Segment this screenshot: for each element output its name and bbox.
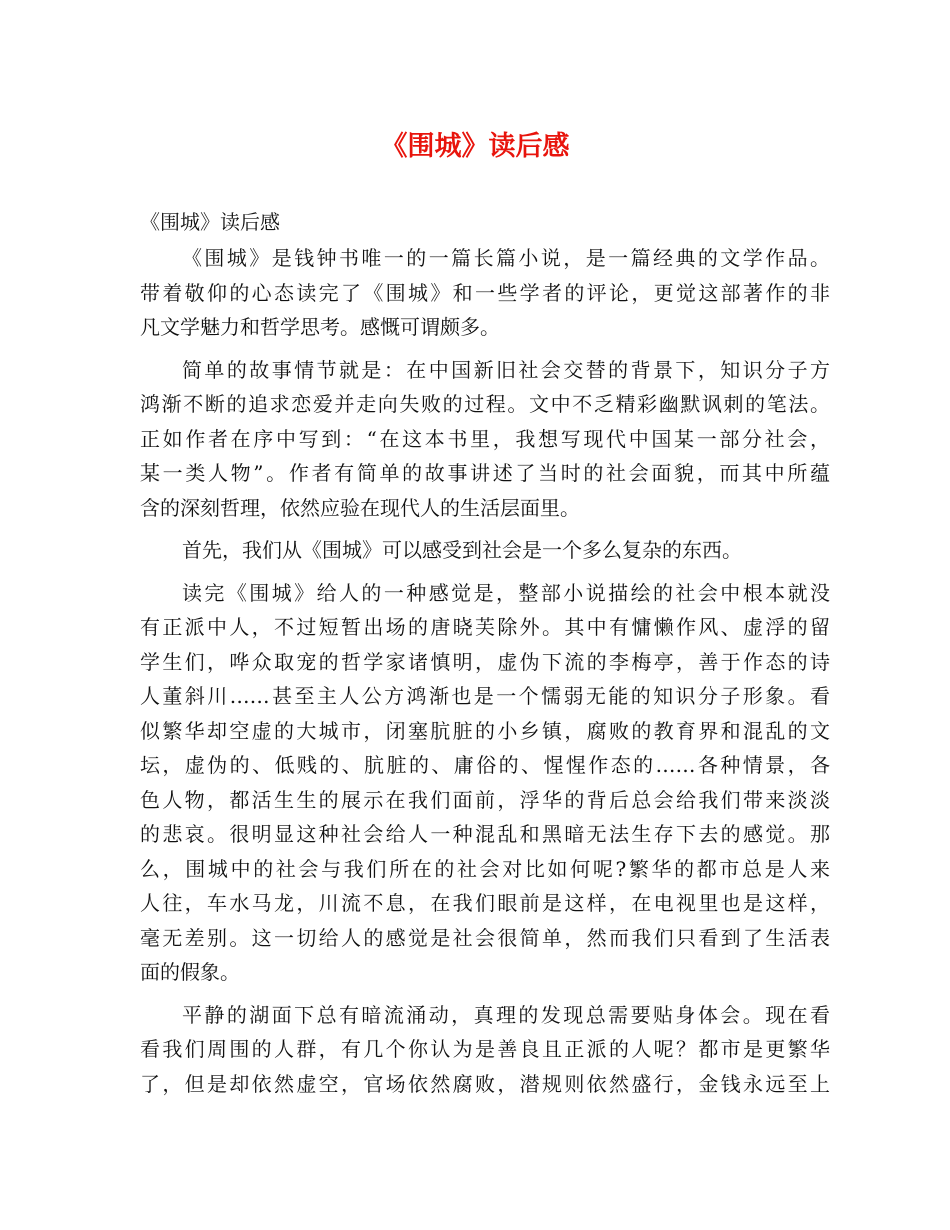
text-line: 首先，我们从《围城》可以感受到社会是一个多么复杂的东西。 <box>182 538 742 562</box>
text-line: 正如作者在序中写到：“在这本书里，我想写现代中国某一部分社会， <box>140 426 830 451</box>
text-line: 坛，虚伪的、低贱的、肮脏的、庸俗的、惺惺作态的……各种情景，各 <box>140 753 830 777</box>
document-body <box>140 241 830 1109</box>
paragraph <box>140 533 830 568</box>
paragraph <box>140 353 830 526</box>
text-line: 含的深刻哲理，依然应验在现代人的生活层面里。 <box>140 495 580 520</box>
text-line: 《围城》是钱钟书唯一的一篇长篇小说，是一篇经典的文学作品。 <box>182 246 830 270</box>
text-line: 面的假象。 <box>140 960 240 984</box>
text-line: 了，但是却依然虚空，官场依然腐败，潜规则依然盛行，金钱永远至上 <box>140 1071 830 1096</box>
document-subtitle: 《围城》读后感 <box>140 210 280 234</box>
text-line: 人往，车水马龙，川流不息，在我们眼前是这样，在电视里也是这样， <box>140 891 830 915</box>
paragraph <box>140 576 830 990</box>
document-title: 《围城》读后感 <box>380 131 570 162</box>
text-line: 似繁华却空虚的大城市，闭塞肮脏的小乡镇，腐败的教育界和混乱的文 <box>140 718 830 743</box>
text-line: 有正派中人，不过短暂出场的唐晓芙除外。其中有慵懒作风、虚浮的留 <box>140 615 830 639</box>
text-line: 读完《围城》给人的一种感觉是，整部小说描绘的社会中根本就没 <box>182 580 830 605</box>
text-line: 看我们周围的人群，有几个你认为是善良且正派的人呢？都市是更繁华 <box>140 1037 830 1061</box>
text-line: 带着敬仰的心态读完了《围城》和一些学者的评论，更觉这部著作的非 <box>140 280 830 305</box>
text-line: 色人物，都活生生的展示在我们面前，浮华的背后总会给我们带来淡淡 <box>140 787 830 812</box>
text-line: 毫无差别。这一切给人的感觉是社会很简单，然而我们只看到了生活表 <box>140 925 830 950</box>
text-line: 凡文学魅力和哲学思考。感慨可谓颇多。 <box>140 315 500 339</box>
text-line: 某一类人物”。作者有简单的故事讲述了当时的社会面貌，而其中所蕴 <box>140 461 830 485</box>
text-line: 的悲哀。很明显这种社会给人一种混乱和黑暗无法生存下去的感觉。那 <box>140 822 830 846</box>
paragraph <box>140 241 830 345</box>
text-line: 平静的湖面下总有暗流涌动，真理的发现总需要贴身体会。现在看 <box>182 1002 830 1027</box>
text-line: 么，围城中的社会与我们所在的社会对比如何呢?繁华的都市总是人来 <box>140 856 830 881</box>
paragraph <box>140 998 830 1102</box>
text-line: 学生们，哗众取宠的哲学家诸慎明，虚伪下流的李梅亭，善于作态的诗 <box>140 649 830 674</box>
text-line: 简单的故事情节就是：在中国新旧社会交替的背景下，知识分子方 <box>182 357 830 382</box>
text-line: 人董斜川……甚至主人公方鸿渐也是一个懦弱无能的知识分子形象。看 <box>140 684 830 708</box>
text-line: 鸿渐不断的追求恋爱并走向失败的过程。文中不乏精彩幽默讽刺的笔法。 <box>140 392 830 416</box>
